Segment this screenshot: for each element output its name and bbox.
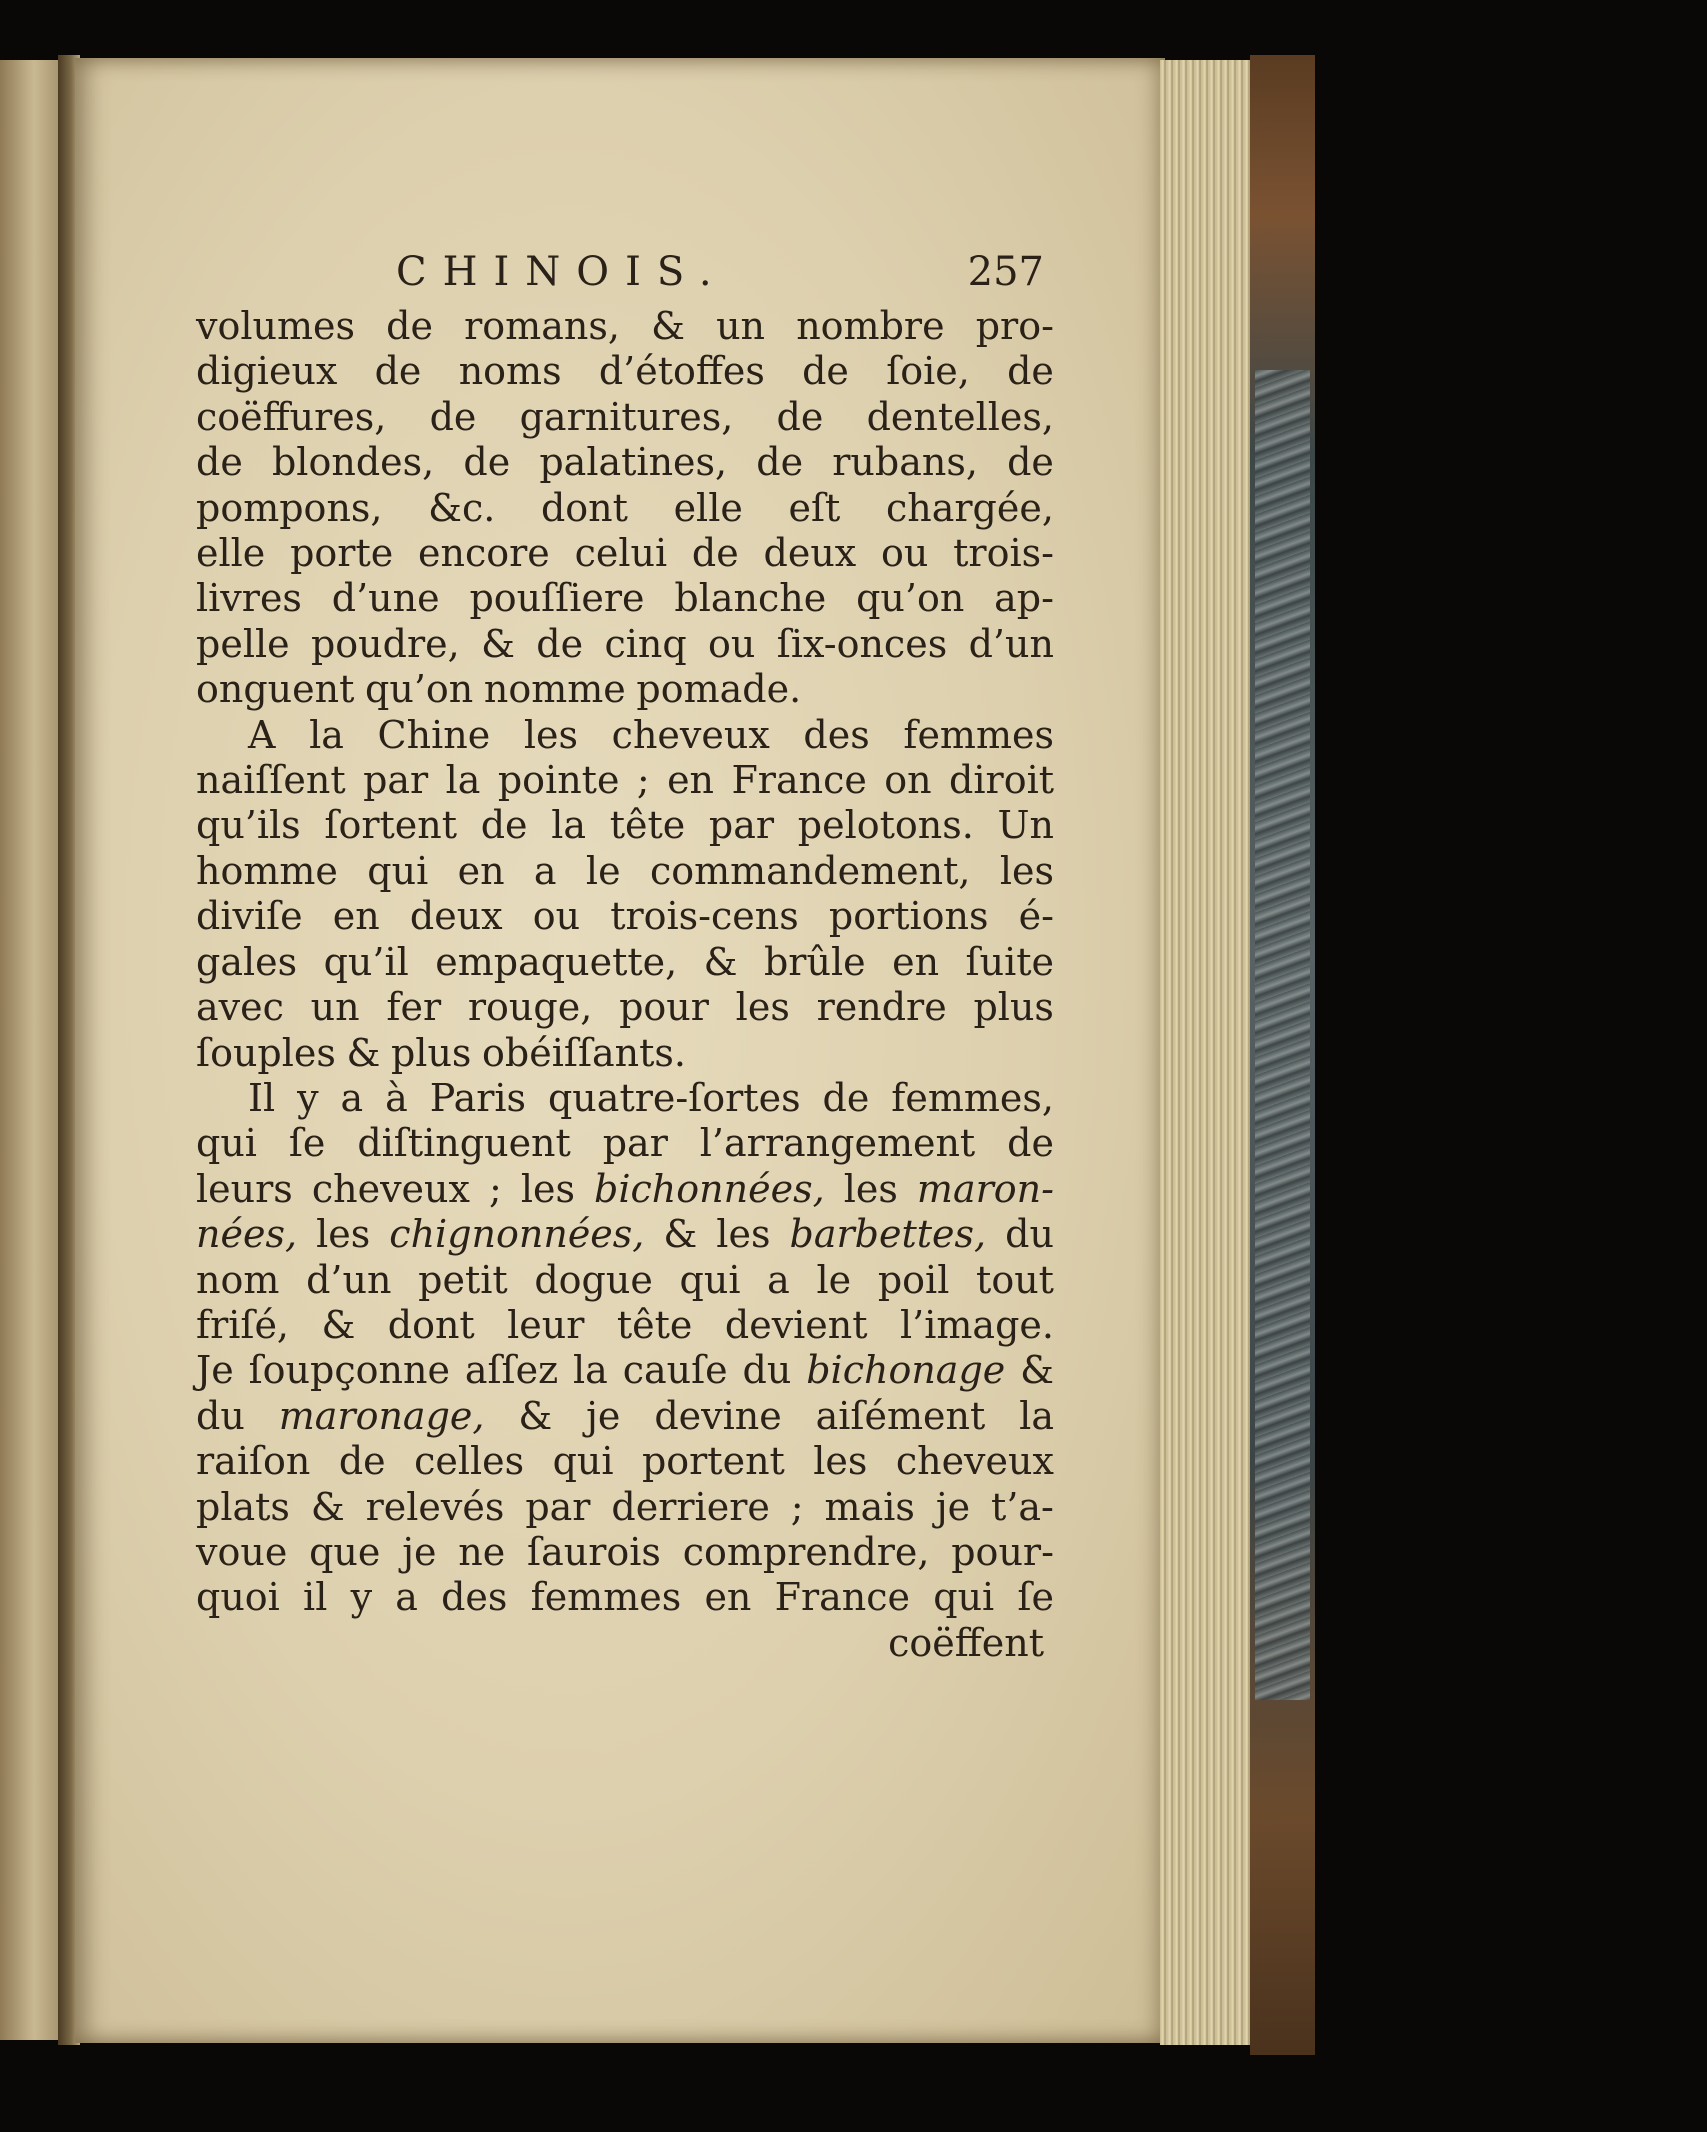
marbled-cover-board <box>1255 370 1310 1700</box>
text-lines <box>196 304 1054 1621</box>
text-line: gales qu’il empaquette, & brûle en ſuite <box>196 939 1054 984</box>
text-line: voue que je ne ſaurois comprendre, pour- <box>196 1529 1054 1574</box>
text-line: coëffures, de garnitures, de dentelles, <box>196 394 1054 439</box>
text-line: quoi il y a des femmes en France qui ſe <box>196 1575 1054 1620</box>
text-line: nées, les chignonnées, & les barbettes, du <box>196 1212 1054 1257</box>
text-line: ſouples & plus obéiſſants. <box>196 1030 686 1075</box>
text-line: Il y a à Paris quatre-ſortes de femmes, <box>248 1075 1054 1120</box>
text-line: avec un fer rouge, pour les rendre plus <box>196 985 1054 1030</box>
text-line: volumes de romans, & un nombre pro- <box>196 304 1054 348</box>
text-line: onguent qu’on nomme pomade. <box>196 667 802 712</box>
text-line: friſé, & dont leur tête devient l’image. <box>196 1302 1054 1347</box>
text-line: plats & relevés par derriere ; mais je t’a- <box>196 1484 1054 1529</box>
text-line: leurs cheveux ; les bichonnées, les maron- <box>196 1166 1054 1211</box>
text-line: Je ſoupçonne aſſez la cauſe du bichonage & <box>196 1348 1054 1393</box>
page-edges <box>1160 60 1252 2045</box>
text-line: homme qui en a le commandement, les <box>196 848 1054 893</box>
running-title: CHINOIS. <box>396 249 728 295</box>
text-line: pelle poudre, & de cinq ou ſix-onces d’un <box>196 621 1054 666</box>
facing-page-edge <box>0 60 62 2040</box>
text-line: qui ſe diſtinguent par l’arrangement de <box>196 1121 1054 1166</box>
text-line: pompons, &c. dont elle eſt chargée, <box>196 485 1054 530</box>
text-line: qu’ils ſortent de la tête par pelotons. Un <box>196 803 1054 848</box>
catchword: coëffent <box>888 1620 1044 1665</box>
text-line: livres d’une pouſſiere blanche qu’on ap- <box>196 576 1054 621</box>
text-line: nom d’un petit dogue qui a le poil tout <box>196 1257 1054 1302</box>
text-line: du maronage, & je devine aiſément la <box>196 1393 1054 1438</box>
text-line: elle porte encore celui de deux ou trois- <box>196 531 1054 576</box>
text-line: de blondes, de palatines, de rubans, de <box>196 440 1054 485</box>
text-line: A la Chine les cheveux des femmes <box>248 712 1054 757</box>
text-line: digieux de noms d’étoffes de ſoie, de <box>196 349 1054 394</box>
text-line: raiſon de celles qui portent les cheveux <box>196 1439 1054 1484</box>
page-number: 257 <box>967 249 1044 295</box>
text-line: naiſſent par la pointe ; en France on diroit <box>196 758 1054 803</box>
running-head <box>196 250 1054 300</box>
text-line: diviſe en deux ou trois-cens portions é- <box>196 894 1054 939</box>
page-text <box>196 250 1054 1666</box>
